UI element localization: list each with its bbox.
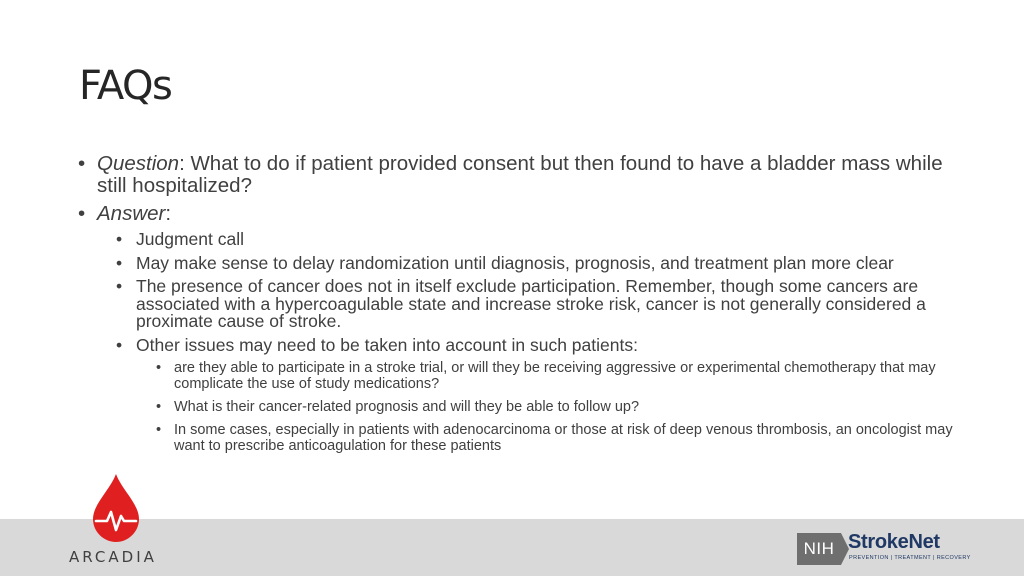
bullet-dot: • [78,202,86,225]
bullet-answer [78,203,958,225]
arcadia-logo [62,474,172,574]
bullet-dot: • [116,229,123,249]
strokenet-name: StrokeNet [848,531,940,553]
bullet-dot: • [116,276,123,296]
bullet-dot: • [156,399,162,415]
sub-item [78,422,958,454]
sub-item-text: are they able to participate in a stroke trial, or will they be receiving aggressive or experimental chemotherapy that may complicate the use of study medications? [174,360,936,392]
answer-item-text: Other issues may need to be taken into account in such patients: [136,334,638,355]
sub-item [78,360,958,392]
sub-item-text: What is their cancer-related prognosis and will they be able to follow up? [174,399,640,415]
answer-colon: : [165,202,172,225]
sub-item [78,399,958,415]
answer-item-text: The presence of cancer does not in itself exclude participation. Remember, though some cancers are associated with a hypercoagulable state and increase stroke risk, cancer is not generally considered a proximate cause of stroke. [136,276,926,331]
answer-label: Answer [97,202,166,225]
answer-item [78,252,958,273]
strokenet-tagline: PREVENTION | TREATMENT | RECOVERY [849,555,971,561]
arcadia-wordmark: ARCADIA [69,548,157,566]
question-label: Question [97,152,180,175]
blood-drop-heartbeat-icon [93,474,139,542]
bullet-dot: • [116,252,123,273]
sub-item-text: In some cases, especially in patients with adenocarcinoma or those at risk of deep venous thrombosis, an oncologist may want to prescribe anticoagulation for these patients [174,422,953,454]
answer-item [78,278,958,331]
bullet-dot: • [156,360,162,376]
bullet-dot: • [78,152,86,175]
nih-strokenet-logo [797,530,971,568]
bullet-question [78,153,958,197]
answer-item-text: Judgment call [136,229,244,249]
nih-badge: NIH [797,533,841,565]
answer-item-text: May make sense to delay randomization until diagnosis, prognosis, and treatment plan more clear [136,252,894,273]
bullet-dot: • [116,334,123,355]
answer-item [78,334,958,355]
question-text: : What to do if patient provided consent but then found to have a bladder mass while still hospitalized? [97,152,943,197]
bullet-dot: • [156,422,162,438]
slide-title: FAQs [79,63,172,109]
answer-item [78,231,958,249]
slide-content [78,153,958,461]
